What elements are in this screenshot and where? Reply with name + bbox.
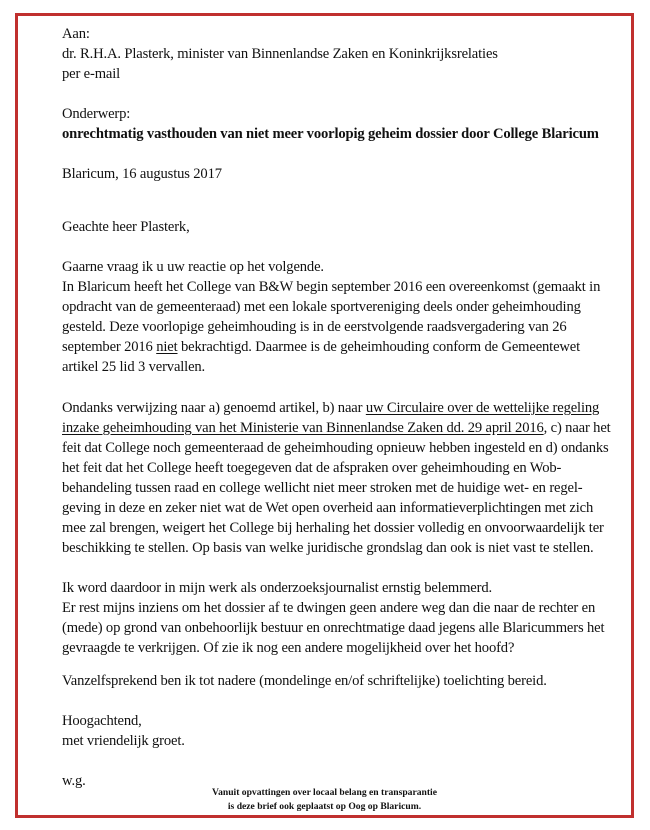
- paragraph-4: Vanzelfsprekend ben ik tot nadere (mondelinge en/of schriftelijke) toelichting bereid.: [62, 673, 547, 689]
- emphasis-niet: niet: [156, 339, 178, 355]
- spacer: [62, 237, 622, 257]
- paragraph-line: mee zal brengen, weigert het College bij herhaling het dossier volledig en onvoorwaardelijk ter: [62, 520, 604, 536]
- signature: w.g.: [62, 773, 86, 789]
- text-segment: bekrachtigd. Daarmee is de geheimhouding conform de Gemeentewet: [177, 339, 581, 355]
- spacer: [62, 558, 622, 578]
- paragraph-line: beschikking te stellen. Op basis van welke juridische grondslag dan ook is niet vast te stellen.: [62, 540, 594, 556]
- place-date: Blaricum, 16 augustus 2017: [62, 166, 222, 182]
- paragraph-line: behandeling tussen raad en college wellicht niet meer stroken met de huidige wet- en regel-: [62, 480, 583, 496]
- text-segment: , c) naar het: [543, 420, 611, 436]
- circulaire-link-continued[interactable]: inzake geheimhouding van het Ministerie van Binnenlandse Zaken dd. 29 april 2016: [62, 420, 544, 436]
- footer-note: [15, 786, 634, 814]
- paragraph-line: Ik word daardoor in mijn werk als onderzoeksjournalist ernstig belemmerd.: [62, 580, 492, 596]
- letter-body: [62, 24, 622, 791]
- footer-line: Vanuit opvattingen over locaal belang en transparantie: [212, 787, 437, 798]
- subject: onrechtmatig vasthouden van niet meer voorlopig geheim dossier door College Blaricum: [62, 126, 599, 142]
- delivery-method: per e-mail: [62, 66, 121, 82]
- paragraph-line: opdracht van de gemeenteraad) met een lokale sportvereniging deels onder geheimhouding: [62, 299, 581, 315]
- paragraph-line: In Blaricum heeft het College van B&W begin september 2016 een overeenkomst (gemaakt in: [62, 279, 601, 295]
- to-label: Aan:: [62, 26, 90, 42]
- closing-line: met vriendelijk groet.: [62, 733, 185, 749]
- paragraph-line: (mede) op grond van onbehoorlijk bestuur en onrechtmatige daad jegens alle Blaricummers het: [62, 620, 605, 636]
- spacer: [62, 377, 622, 398]
- paragraph-line: gesteld. Deze voorlopige geheimhouding is in de eerstvolgende raadsvergadering van 26: [62, 319, 567, 335]
- spacer: [62, 658, 622, 671]
- spacer: [62, 144, 622, 164]
- spacer: [62, 184, 622, 217]
- paragraph-line: artikel 25 lid 3 vervallen.: [62, 359, 206, 375]
- paragraph-line: [62, 418, 622, 438]
- text-segment: september 2016: [62, 339, 157, 355]
- closing-line: Hoogachtend,: [62, 713, 142, 729]
- paragraph-line: [62, 337, 622, 357]
- spacer: [62, 691, 622, 711]
- paragraph-3: [62, 578, 622, 658]
- paragraph-line: het feit dat het College heeft toegegeven dat de afspraken over geheimhouding en Wob-: [62, 460, 562, 476]
- paragraph-2: [62, 398, 622, 558]
- text-segment: Ondanks verwijzing naar a) genoemd artikel, b) naar: [62, 400, 366, 416]
- recipient: dr. R.H.A. Plasterk, minister van Binnenlandse Zaken en Koninkrijksrelaties: [62, 46, 498, 62]
- spacer: [62, 84, 622, 104]
- paragraph-1: [62, 257, 622, 377]
- paragraph-line: [62, 398, 622, 418]
- salutation: Geachte heer Plasterk,: [62, 219, 190, 235]
- paragraph-line: Gaarne vraag ik u uw reactie op het volgende.: [62, 259, 324, 275]
- circulaire-link[interactable]: uw Circulaire over de wettelijke regeling: [365, 400, 600, 416]
- paragraph-line: Er rest mijns inziens om het dossier af te dwingen geen andere weg dan die naar de rechter en: [62, 600, 596, 616]
- paragraph-line: geving in deze en zeker niet wat de Wet open overheid aan informatieverplichtingen met zich: [62, 500, 594, 516]
- subject-label: Onderwerp:: [62, 106, 131, 122]
- footer-line: is deze brief ook geplaatst op Oog op Blaricum.: [227, 801, 422, 812]
- paragraph-line: gevraagde te verkrijgen. Of zie ik nog een andere mogelijkheid over het hoofd?: [62, 640, 515, 656]
- paragraph-line: feit dat College noch gemeenteraad de geheimhouding opnieuw hebben ingesteld en d) ondanks: [62, 440, 609, 456]
- spacer: [62, 751, 622, 771]
